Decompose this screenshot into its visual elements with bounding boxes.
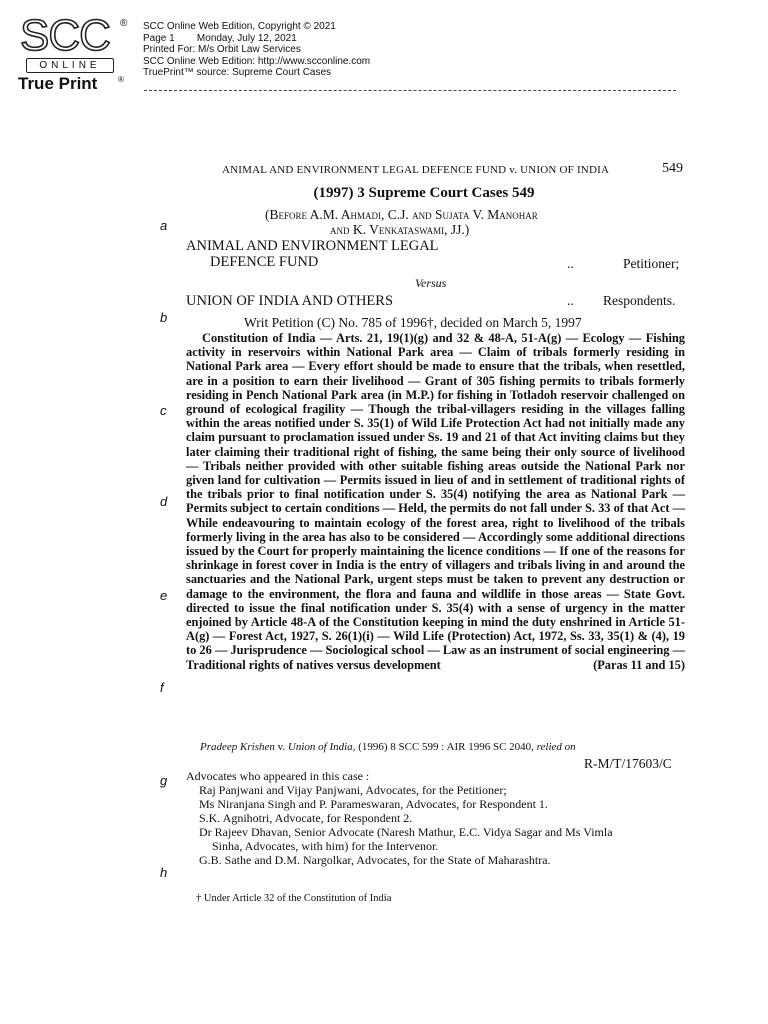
meta-printed-for: Printed For: M/s Orbit Law Services xyxy=(143,44,301,55)
advocate-line: Raj Panjwani and Vijay Panjwani, Advocates, for the Petitioner; xyxy=(199,783,507,797)
meta-source: TruePrint™ source: Supreme Court Cases xyxy=(143,67,332,78)
respondent-dots: .. xyxy=(567,293,574,308)
headnote xyxy=(186,331,685,672)
bench-line-1 xyxy=(265,207,538,223)
bench-open-paren: ( xyxy=(265,207,270,222)
relied-on-citation xyxy=(200,741,576,753)
header-divider xyxy=(144,90,676,91)
writ-petition-line: Writ Petition (C) No. 785 of 1996†, decided on March 5, 1997 xyxy=(244,315,582,330)
running-head: ANIMAL AND ENVIRONMENT LEGAL DEFENCE FUND v. UNION OF INDIA xyxy=(222,164,610,176)
headnote-text: Constitution of India — Arts. 21, 19(1)(g) and 32 & 48-A, 51-A(g) — Ecology — Fishing activity in reservoirs within National Park area — Claim of tribals formerly residing in National Park area — Every effort should be made to ensure that the tribals, when resettled, are in a position to earn their livelihood — Grant of 305 fishing permits to tribals formerly residing in Pench National Park area (in M.P.) for fishing in Totladoh reservoir challenged on ground of ecological fragility — Though the tribal-villagers residing in the villages falling within the areas notified under S. 35(1) of Wild Life Protection Act had not initially made any claim pursuant to proclamation issued under Ss. 19 and 21 of that Act inviting claims but they later claiming their traditional right of fishing, the same being their only source of livelihood — Tribals neither provided with other suitable fishing areas outside the National Park nor given land for cultivation — Permits issued in lieu of and in settlement of traditional rights of the tribals prior to final notification under S. 35(4) notifying the area as National Park — Permits subject to certain conditions — Held, the permits do not fall under S. 33 of that Act — While endeavouring to maintain ecology of the forest area, right to livelihood of the tribals formerly living in the area has also to be considered — Accordingly some additional directions issued by the Court for properly maintaining the licence conditions — If one of the reasons for shrinkage in forest cover in India is the entry of villagers and tribals living in and around the sanctuaries and the National Park, urgent steps must be taken to prevent any destruction or damage to the environment, the flora and fauna and wildlife in those areas — State Govt. directed to issue the final notification under S. 35(4) with a sense of urgency in the matter enjoined by Article 48-A of the Constitution keeping in mind the duty enshrined in Article 51-A(g) — Forest Act, 1927, S. 26(1)(i) — Wild Life (Protection) Act, 1972, Ss. 33, 35(1) & (4), 19 to 26 — Jurisprudence — Sociological school — Law as an instrument of social engineering — Traditional rights of natives versus development xyxy=(186,331,685,672)
logo-true-print: True Print xyxy=(18,74,98,93)
margin-letter-c: c xyxy=(160,403,167,418)
relied-cite: , (1996) 8 SCC 599 : AIR 1996 SC 2040, xyxy=(352,741,537,753)
respondent-role: Respondents. xyxy=(603,293,676,308)
logo-online-box: ONLINE xyxy=(26,58,114,73)
margin-letter-e: e xyxy=(160,588,168,603)
meta-page-date: Page 1 Monday, July 12, 2021 xyxy=(143,32,297,44)
margin-letter-f: f xyxy=(160,680,164,695)
petitioner-role: Petitioner; xyxy=(623,256,680,271)
petitioner-name-line-1: ANIMAL AND ENVIRONMENT LEGAL xyxy=(186,238,439,254)
logo-brand: SCC xyxy=(20,11,110,60)
respondent-name: UNION OF INDIA AND OTHERS xyxy=(186,293,394,309)
relied-party: Union of India xyxy=(287,741,353,753)
page-number: 549 xyxy=(662,161,683,176)
advocate-line: S.K. Agnihotri, Advocate, for Respondent 2. xyxy=(199,811,413,825)
paras-reference: (Paras 11 and 15) xyxy=(593,657,685,672)
advocate-line: Sinha, Advocates, with him) for the Intervenor. xyxy=(212,839,439,853)
margin-letter-d: d xyxy=(160,494,168,509)
advocate-line: Dr Rajeev Dhavan, Senior Advocate (Naresh Mathur, E.C. Vidya Sagar and Ms Vimla xyxy=(199,825,613,839)
advocates-heading: Advocates who appeared in this case : xyxy=(186,769,370,783)
advocates-section xyxy=(186,769,613,867)
margin-letter-g: g xyxy=(160,773,168,788)
versus-label: Versus xyxy=(415,276,447,290)
petitioner-dots: .. xyxy=(567,256,574,271)
margin-letter-h: h xyxy=(160,865,168,880)
bench-before: Before xyxy=(269,207,308,222)
bench-judges-1: A.M. Ahmadi, C.J. and Sujata V. Manohar xyxy=(307,207,538,222)
relied-case-name: Pradeep Krishen xyxy=(200,741,275,753)
logo-trademark: ® xyxy=(118,75,124,84)
advocate-line: Ms Niranjana Singh and P. Parameswaran, Advocates, for Respondent 1. xyxy=(199,797,548,811)
bench-line-2: and K. Venkataswami, JJ.) xyxy=(330,222,470,237)
margin-letter-a: a xyxy=(160,218,168,233)
relied-v: v. xyxy=(274,741,288,753)
meta-web-edition: SCC Online Web Edition: http://www.scconline.com xyxy=(143,55,371,67)
footnote: † Under Article 32 of the Constitution of India xyxy=(196,893,392,904)
scc-online-logo xyxy=(18,11,128,93)
reference-code: R-M/T/17603/C xyxy=(584,756,672,771)
relied-on-label: relied on xyxy=(536,741,576,753)
logo-registered-mark: ® xyxy=(120,18,128,29)
print-metadata xyxy=(143,21,370,79)
meta-copyright: SCC Online Web Edition, Copyright © 2021 xyxy=(143,21,336,32)
petitioner-name-line-2: DEFENCE FUND xyxy=(210,254,319,270)
advocate-line: G.B. Sathe and D.M. Nargolkar, Advocates, for the State of Maharashtra. xyxy=(199,853,551,867)
margin-letter-b: b xyxy=(160,310,168,325)
case-citation: (1997) 3 Supreme Court Cases 549 xyxy=(313,185,535,201)
